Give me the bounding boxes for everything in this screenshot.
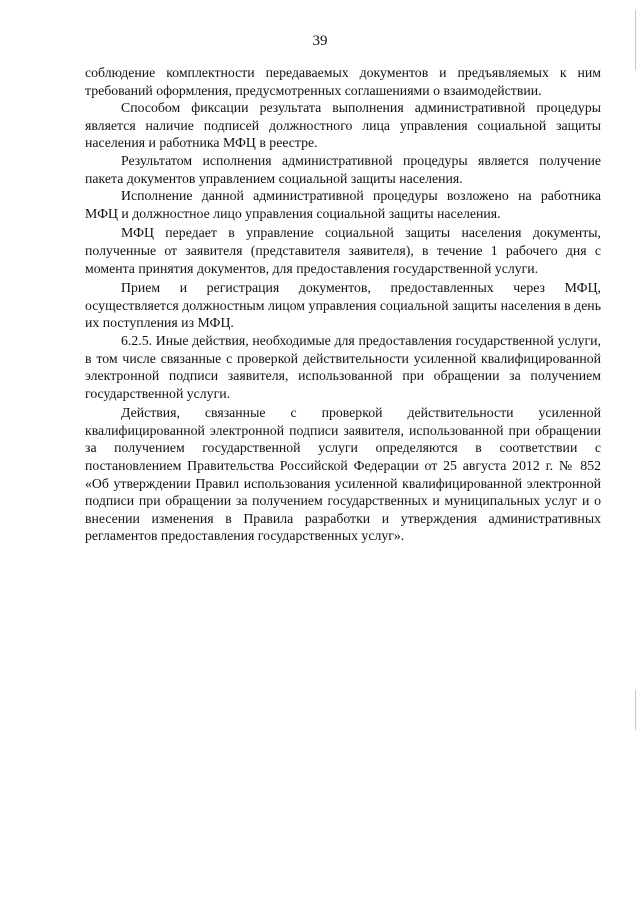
paragraph-2: Способом фиксации результата выполнения административной процедуры является наличие подписей должностного лица управления социальной защиты населения и работника МФЦ в реестре. — [85, 100, 601, 151]
body-text — [85, 64, 601, 545]
page-number: 39 — [312, 33, 328, 49]
paragraph-8: Действия, связанные с проверкой действительности усиленной квалифицированной электронной подписи заявителя, использованной при обращении за получением государственной услуги определяются в соответствии с постановлением Правительства Российской Федерации от 25 августа 2012 г. № 852 «Об утверждении Правил использования усиленной квалифицированной электронной подписи при обращении за получением государственных и муниципальных услуг и о внесении изменения в Правила разработки и утверждения административных регламентов предоставления государственных услуг». — [85, 405, 601, 544]
paragraph-3: Результатом исполнения административной процедуры является получение пакета документов управлением социальной защиты населения. — [85, 152, 601, 186]
paragraph-5: МФЦ передает в управление социальной защиты населения документы, полученные от заявителя (представителя заявителя), в течение 1 рабочего дня с момента принятия документов, для предоставления государственной услуги. — [85, 225, 601, 276]
paragraph-6: Прием и регистрация документов, предоставленных через МФЦ, осуществляется должностным лицом управления социальной защиты населения в день их поступления из МФЦ. — [85, 280, 601, 331]
paragraph-1: соблюдение комплектности передаваемых документов и предъявляемых к ним требований оформления, предусмотренных соглашениями о взаимодействии. — [85, 65, 601, 98]
scan-edge-mark-top — [635, 10, 636, 70]
paragraph-4: Исполнение данной административной процедуры возложено на работника МФЦ и должностное лицо управления социальной защиты населения. — [85, 188, 601, 221]
scan-edge-mark-bottom — [635, 690, 636, 730]
paragraph-7: 6.2.5. Иные действия, необходимые для предоставления государственной услуги, в том числе связанные с проверкой действительности усиленной квалифицированной электронной подписи заявителя, использованной при обращении за получением государственной услуги. — [85, 332, 601, 401]
